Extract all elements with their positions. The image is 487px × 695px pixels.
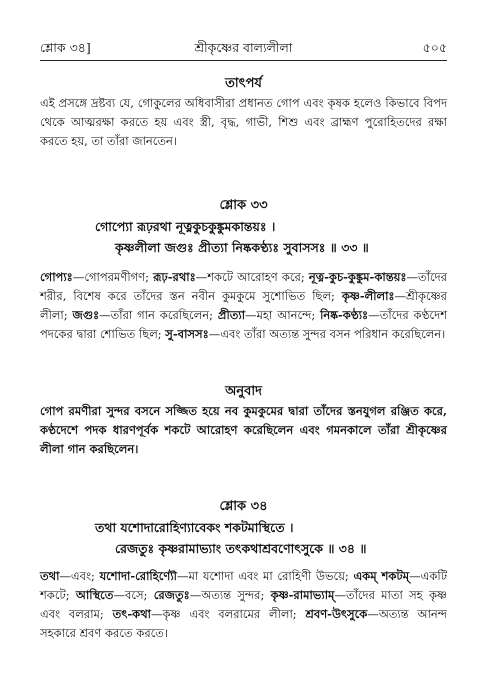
word-meaning: —এবং; [59,569,100,583]
sanskrit-word: নিষ্ক-কণ্ঠ্যঃ [320,308,369,322]
word-meaning: —গোপরমণীগণ; [72,270,154,284]
verse-33-heading: শ্লোক ৩৩ [219,198,268,213]
word-meaning: —তাঁদের কণ্ঠদেশ পদকের দ্বারা শোভিত ছিল; [40,308,448,341]
verse-34-heading: শ্লোক ৩৪ [219,499,268,514]
word-meaning: —অত্যন্ত আনন্দ সহকারে শ্রবণ করতে করতে। [40,607,447,640]
sanskrit-word: কৃষ্ণ-রামাভ্যাম্ [270,588,335,602]
translation-heading: অনুবাদ [225,384,262,399]
verse-34-synonyms [40,567,447,643]
word-meaning: —বসে; [113,588,154,602]
word-meaning: —এবং তাঁরা অত্যন্ত সুন্দর বসন পরিধান করেছিলেন। [208,327,446,341]
header-verse-ref: শ্লোক ৩৪] [40,40,91,55]
verse-33-text [40,216,447,258]
sanskrit-word: একম্ শকটম্ [353,569,410,583]
word-meaning: —মহা আনন্দে; [245,308,321,322]
word-meaning: —শ্রীকৃষ্ণের লীলা; [40,289,447,322]
sanskrit-word: যশোদা-রোহিণ্যৌ [99,569,177,583]
verse-33-line-2: কৃষ্ণলীলা জগুঃ প্রীত্যা নিষ্ককণ্ঠ্যঃ সুবাসসঃ ॥ ৩৩ ॥ [115,240,369,255]
header-rule [40,60,447,61]
translation-text: গোপ রমণীরা সুন্দর বসনে সজ্জিত হয়ে নব কুমকুমের দ্বারা তাঁদের স্তনযুগল রঞ্জিত করে, কণ্ঠদেশে পদক ধারণপূর্বক শকটে আরোহণ করেছিলেন এবং গমনকালে তাঁরা শ্রীকৃষ্ণের লীলা গান করছিলেন। [40,404,447,456]
header-chapter-title: শ্রীকৃষ্ণের বাল্যলীলা [194,40,293,55]
sanskrit-word: সু-বাসসঃ [165,327,209,341]
word-meaning: —তাঁরা গান করেছিলেন; [99,308,218,322]
sanskrit-word: কৃষ্ণ-লীলাঃ [341,289,395,303]
sanskrit-word: তৎ-কথা [112,607,151,621]
word-meaning: —তাঁদের মাতা সহ কৃষ্ণ এবং বলরাম; [40,588,447,621]
word-meaning: —মা যশোদা এবং মা রোহিণী উভয়ে; [176,569,354,583]
word-meaning: —অত্যন্ত সুন্দর; [189,588,271,602]
sanskrit-word: জগুঃ [72,308,100,322]
sanskrit-word: তথা [40,569,60,583]
word-meaning: —তাঁদের শরীর, বিশেষ করে তাঁদের স্তন নবীন কুমকুমে সুশোভিত ছিল; [40,270,447,303]
sanskrit-word: গোপ্যঃ [40,270,73,284]
verse-33-line-1: গোপ্যো রূঢ়রথা নূত্নকুচকুঙ্কুমকান্তয়ঃ । [95,219,276,234]
purport-text: এই প্রসঙ্গে দ্রষ্টব্য যে, গোকুলের অধিবাসীরা প্রধানত গোপ এবং কৃষক হলেও কিভাবে বিপদ থেকে আত্মরক্ষা করতে হয় এবং স্ত্রী, বৃদ্ধ, গাভী, শিশু এবং ব্রাহ্মণ পুরোহিতদের রক্ষা করতে হয়, তা তাঁরা জানতেন। [40,96,447,148]
sanskrit-word: রূঢ়-রথাঃ [153,270,196,284]
sanskrit-word: প্রীত্যা [217,308,246,322]
verse-34-text [40,517,447,559]
word-meaning: —কৃষ্ণ এবং বলরামের লীলা; [151,607,306,621]
sanskrit-word: নূত্ন-কুচ-কুঙ্কুম-কান্তয়ঃ [308,270,407,284]
purport-heading: তাৎপর্য [225,76,262,91]
sanskrit-word: রেজতুঃ [153,588,190,602]
running-header [40,40,447,60]
word-meaning: —একটি শকটে; [40,569,447,602]
sanskrit-word: আস্থিতে [75,588,114,602]
word-meaning: —শকটে আরোহণ করে; [195,270,309,284]
verse-34-line-1: তথা যশোদারোহিণ্যাবেকং শকটমাস্থিতে । [95,520,294,535]
sanskrit-word: শ্রবণ-উৎসুকে [305,607,368,621]
verse-34-line-2: রেজতুঃ কৃষ্ণরামাভ্যাং তৎকথাশ্রবণোৎসুকে ॥ ৩৪ ॥ [115,541,367,556]
header-page-number: ৫০৫ [422,40,447,55]
verse-33-synonyms [40,268,447,344]
